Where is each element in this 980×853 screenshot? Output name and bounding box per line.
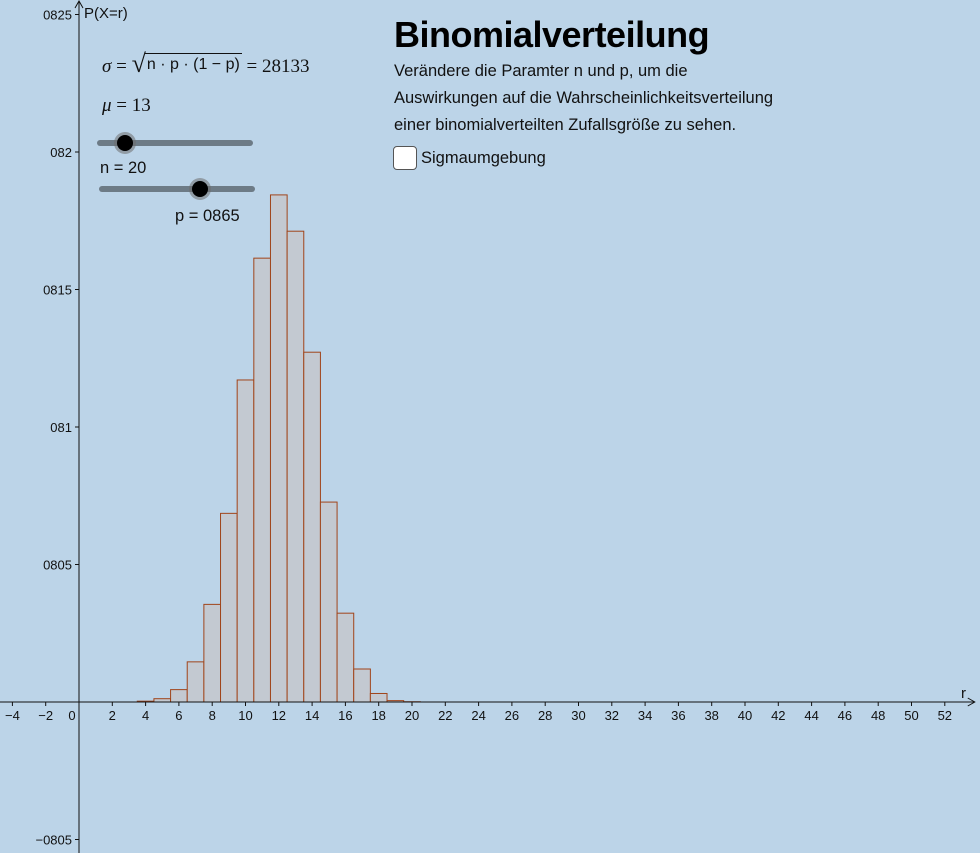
x-tick-label: 50	[904, 708, 919, 723]
sigma-formula: σ = √ n · p · (1 − p) = 28133	[102, 49, 310, 78]
histogram-bar	[337, 613, 354, 702]
description-line: einer binomialverteilten Zufallsgröße zu sehen.	[394, 116, 737, 134]
mu-formula: μ = 13	[102, 95, 151, 116]
x-tick-label: 2	[108, 708, 116, 723]
x-tick-label: 20	[404, 708, 420, 723]
x-tick-labels	[5, 702, 952, 723]
x-axis-label: r	[961, 685, 966, 702]
x-tick-label: 26	[504, 708, 520, 723]
y-axis-label: P(X=r)	[84, 5, 128, 22]
sigma-value: 28133	[262, 56, 310, 77]
y-tick-label: 0815	[43, 282, 72, 298]
x-tick-label: 48	[870, 708, 886, 723]
sigma-radicand: n · p · (1 − p)	[145, 53, 242, 76]
histogram-bar	[320, 502, 337, 702]
histogram-bar	[304, 352, 321, 702]
description-line: Auswirkungen auf die Wahrscheinlichkeitsverteilung	[394, 89, 774, 107]
mu-value: 13	[131, 95, 151, 116]
histogram-bar	[204, 604, 221, 702]
histogram-bar	[171, 690, 188, 702]
x-tick-label: 12	[271, 708, 287, 723]
description	[394, 58, 854, 139]
n-slider-handle[interactable]	[117, 135, 133, 151]
x-tick-label: 32	[604, 708, 620, 723]
x-tick-label: 24	[471, 708, 486, 723]
y-tick-label: −0805	[35, 832, 72, 848]
p-slider-track[interactable]	[99, 186, 255, 192]
sigma-symbol: σ	[102, 56, 112, 77]
x-tick-label: −4	[4, 708, 20, 723]
histogram-bar	[370, 693, 387, 702]
x-tick-label: 30	[571, 708, 586, 723]
x-tick-label: 10	[238, 708, 253, 723]
y-tick-label: 081	[50, 420, 72, 435]
sigma-checkbox-label: Sigmaumgebung	[421, 148, 546, 167]
x-tick-label: 52	[937, 708, 953, 723]
histogram-bar	[354, 669, 371, 702]
x-tick-label: 36	[671, 708, 686, 723]
histogram-bar	[287, 231, 304, 702]
x-tick-label: 38	[704, 708, 719, 723]
page-title: Binomialverteilung	[394, 14, 710, 55]
y-tick-label: 0805	[43, 557, 72, 573]
x-tick-label: 18	[371, 708, 386, 723]
histogram-bars	[137, 195, 420, 702]
x-tick-label: −2	[38, 708, 54, 723]
y-tick-label: 082	[50, 145, 72, 160]
mu-symbol: μ	[102, 95, 112, 116]
x-tick-label: 44	[804, 708, 819, 723]
x-tick-label: 40	[737, 708, 753, 723]
x-tick-label: 46	[837, 708, 853, 723]
x-tick-label: 8	[208, 708, 216, 723]
x-tick-label: 28	[537, 708, 553, 723]
x-tick-label: 22	[438, 708, 453, 723]
histogram-bar	[221, 513, 238, 702]
histogram-bar	[187, 662, 204, 702]
x-tick-label: 14	[304, 708, 320, 723]
sigma-checkbox-row[interactable]	[393, 144, 546, 172]
x-tick-label: 0	[68, 708, 76, 723]
sqrt: √ n · p · (1 − p)	[131, 49, 240, 78]
histogram-bar	[270, 195, 287, 702]
x-tick-label: 16	[338, 708, 353, 723]
sigma-checkbox[interactable]	[393, 146, 417, 170]
x-tick-label: 34	[637, 708, 653, 723]
x-tick-label: 6	[175, 708, 183, 723]
n-slider-label: n = 20	[100, 159, 147, 177]
histogram-bar	[254, 258, 271, 702]
y-tick-label: 0825	[43, 7, 72, 23]
x-tick-label: 42	[771, 708, 786, 723]
p-slider-label: p = 0865	[175, 207, 240, 225]
histogram-bar	[237, 380, 254, 702]
description-line: Verändere die Paramter n und p, um die	[394, 62, 688, 80]
x-tick-label: 4	[141, 708, 150, 723]
